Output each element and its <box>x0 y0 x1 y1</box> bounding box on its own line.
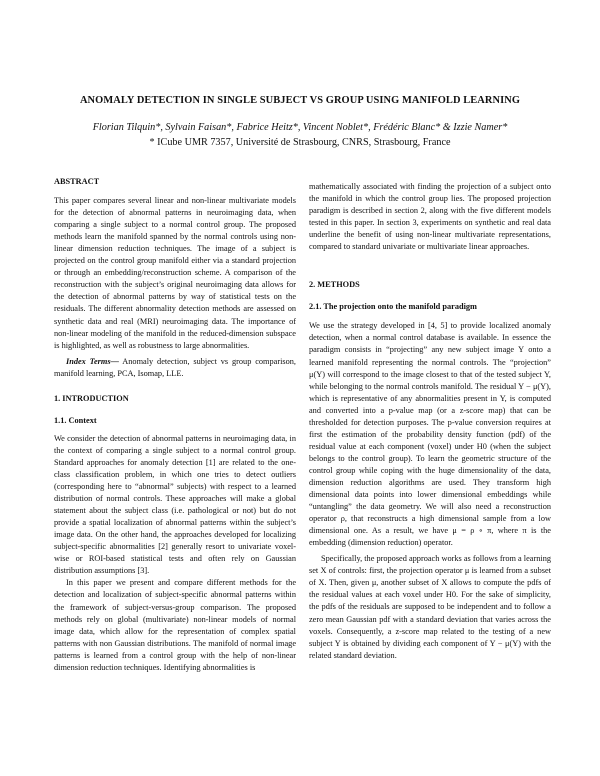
paper-title: ANOMALY DETECTION IN SINGLE SUBJECT VS GROUP USING MANIFOLD LEARNING <box>79 95 521 106</box>
index-terms-text: Anomaly detection, subject vs group comparison, manifold learning, PCA, Isomap, LLE. <box>54 356 296 378</box>
context-subheading: 1.1. Context <box>54 415 97 425</box>
methods-heading: 2. METHODS <box>309 280 360 290</box>
methods-paragraph-2: Specifically, the proposed approach works as follows from a learning set X of controls: first, the projection operator μ is learned from a subset of X. Then, given μ, another subset of X allows to compute the pdfs of the residual values at each voxel under H0. For the sake of simplicity, the pdfs of the residuals are supposed to be independent and to follow a zero mean Gaussian pdf with a standard deviation that varies across the voxels. Consequently, a z-score map related to the testing of a new subject Y is obtained by dividing each component of Y − μ(Y) with the related standard deviation. <box>309 554 551 660</box>
projection-subheading: 2.1. The projection onto the manifold paradigm <box>309 302 477 312</box>
abstract-heading: ABSTRACT <box>54 177 100 186</box>
left-column <box>54 176 296 674</box>
author-list: Florian Tilquin*, Sylvain Faisan*, Fabrice Heitz*, Vincent Noblet*, Frédéric Blanc* & Izzie Namer* <box>92 122 508 133</box>
intro-heading: 1. INTRODUCTION <box>54 393 129 403</box>
index-terms-label: Index Terms— <box>66 356 119 366</box>
index-terms <box>54 356 296 380</box>
affiliation: * ICube UMR 7357, Université de Strasbourg, CNRS, Strasbourg, France <box>149 137 451 148</box>
methods-paragraph-1: We use the strategy developed in [4, 5] to provide localized anomaly detection, when a normal control database is available. In essence the paradigm consists in “projecting” any new subject image Y onto a learned manifold representing the normal controls. The “projection” μ(Y) will correspond to the image closest to that of the tested subject Y, while belonging to the normal controls manifold. The residual Y − μ(Y), which is representative of any abnormalities present in Y, is computed and converted into a p-value map (or a z-score map) that can be thresholded for detection purposes. The p-value conversion requires at first the estimation of the probability density function (pdf) of the residual value at each component (voxel) under H0 (when the subject belongs to the control group). To learn the geometric structure of the control group while coping with the huge dimensionality of the data, dimension reduction algorithms are used. They transform high dimensional data points into lower dimensional embeddings while “untangling” the data geometry. We will also need a reconstruction operator ρ, that reconstructs a high dimensional sample from a low dimensional one. As a result, we have μ = ρ ∘ π, where π is the embedding (dimension reduction) operator. <box>309 321 551 548</box>
abstract-text: This paper compares several linear and non-linear multivariate models for the detection of abnormal patterns in neuroimaging data, when comparing a single subject to a normal control group. The proposed methods learn the manifold spanned by the normal controls using non-linear dimension reduction techniques. The image of a subject is projected on the control group manifold either via a standard projection or through an embedding/reconstruction scheme. A comparison of the reconstruction with the subject’s original neuroimaging data allows for the detection of abnormal patterns by way of statistical tests on the residuals. The different abnormality detection methods are assessed on synthetic data and real (MRI) neuroimaging data. The importance of non-linear modeling of the manifold in the reduced-dimension subspace is highlighted, as well as robustness to large abnormalities. <box>54 196 296 350</box>
intro-paragraph-continued: mathematically associated with finding the projection of a subject onto the manifold in which the control group lies. The proposed projection paradigm is described in section 2, along with the five different models tested in this paper. In section 3, experiments on synthetic and real data underline the benefit of using non-linear multivariate representations, compared to standard univariate or multivariate linear approaches. <box>309 182 551 252</box>
intro-paragraph-2: In this paper we present and compare different methods for the detection and localization of subject-specific abnormal patterns within the framework of subject-versus-group comparison. The proposed methods rely on global (multivariate) non-linear models of normal image data, which allow for the representation of complex spatial patterns with non Gaussian distributions. The manifold of normal image patterns is learned from a control group with the help of non-linear dimension reduction techniques. Identifying abnormalities is <box>54 578 296 672</box>
right-column <box>309 181 551 662</box>
intro-paragraph-1: We consider the detection of abnormal patterns in neuroimaging data, in the context of comparing a single subject to a normal control group. Standard approaches for anomaly detection [1] are related to the one-class classification problem, in which one tries to detect outliers (corresponding here to “abnormal” subjects) with respect to a learned distribution of normal controls. These approaches will make a global statement about the subject class (i.e. pathological or not) but do not provide a spatial localization of abnormal patterns within the subject’s image data. On the other hand, the approaches developed for localizing subject-specific abnormalities [2] generally resort to univariate voxel-wise or ROI-based statistical tests and often rely on Gaussian distribution assumptions [3]. <box>54 433 296 576</box>
